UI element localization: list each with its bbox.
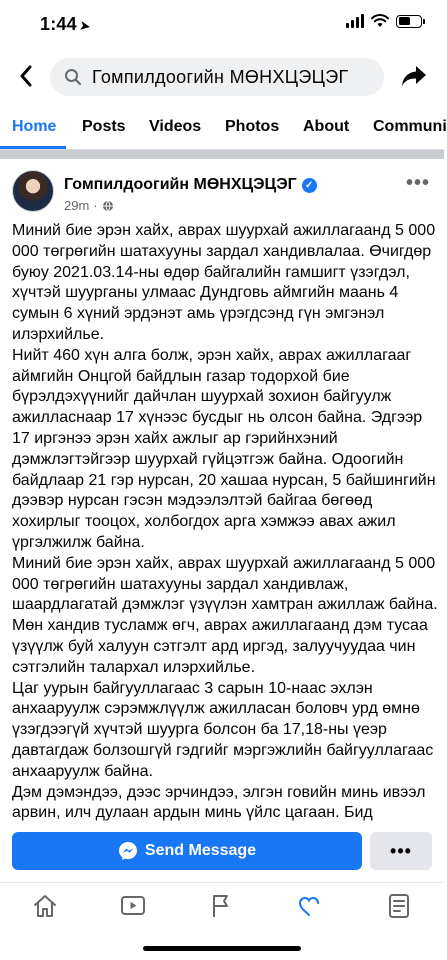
status-time-text: 1:44 [40,14,77,34]
messenger-icon [118,841,138,861]
nav-dating[interactable] [294,891,324,921]
page-top-bar [0,54,444,100]
post-text [12,221,438,822]
wifi-icon [371,14,389,28]
chevron-left-icon [19,65,33,87]
status-indicators [346,14,422,28]
tab-community[interactable]: Communi [373,118,447,135]
nav-menu[interactable] [384,891,414,921]
tab-about[interactable]: About [303,118,350,135]
back-button[interactable] [10,60,42,92]
avatar[interactable] [12,170,54,212]
location-arrow-icon: ➤ [78,18,92,34]
notifications-list-icon [387,893,411,919]
active-tab-indicator [0,146,66,149]
share-button[interactable] [398,60,430,92]
verified-badge-icon: ✓ [302,178,317,193]
nav-pages[interactable] [206,891,236,921]
send-message-label: Send Message [144,842,257,859]
post-time[interactable]: 29m [64,198,90,213]
battery-icon [396,15,422,28]
tab-videos[interactable]: Videos [149,118,202,135]
search-icon [64,68,82,86]
post-paragraph: Миний бие эрэн хайх, аврах шуурхай ажиллагаанд 5 000 000 төгрөгийн шатахууны зардал хандивлаж, шаардлагатай дэмжлэг үзүүлэн хамтран ажиллаж байна. Мөн хандив тусламж өгч, аврах ажиллагаанд дэм тусаа үзүүлж буй халуун сэтгэлт ард иргэд, залуучуудаа чин сэтгэлийн талархал илэрхийлье. [12,554,438,676]
tab-photos[interactable]: Photos [225,118,280,135]
post-header [0,168,444,220]
post-paragraph: Миний бие эрэн хайх, аврах шуурхай ажиллагаанд 5 000 000 төгрөгийн шатахууны зардал хандивлалаа. Өчигдөр буюу 2021.03.14-ны өдөр байгалийн гамшигт үзэгдэл, хүчтэй шуурганы улмаас Дундговь аймгийн маань 4 сумын 6 хүний эрдэнэт амь үрэгдсэнд гүн эмгэнэл илэрхийлье. [12,222,436,343]
tab-posts[interactable]: Posts [82,118,126,135]
bottom-action-area [0,822,444,960]
post-more-button[interactable]: ••• [405,172,430,194]
section-divider [0,150,444,159]
status-time [40,14,90,35]
post-author-name: Гомпилдоогийн МӨНХЦЭЦЭГ [64,176,297,193]
post-paragraph: Дэм дэмэндээ, дээс эрчиндээ, элгэн говийн минь ивээл арвин, илч дулаан ардын минь үйлс цагаан. Бид [12,783,426,822]
post-author[interactable] [64,176,317,194]
globe-icon [102,200,114,212]
home-indicator[interactable] [143,946,301,951]
nav-home[interactable] [30,891,60,921]
post-paragraph: Цаг уурын байгууллагаас 3 сарын 10-наас эхлэн анхааруулж сэрэмжлүүлж ажилласан боловч урд өмнө үзэгдээгүй хүчтэй шуурга болсон ба 17,18-ны үеэр давтагдаж болзошгүй гэдгийг мэргэжлийн байгууллагаас анхааруулж байна. [12,679,434,780]
dating-icon [296,893,322,919]
watch-video-icon [120,894,146,918]
status-bar [0,0,444,50]
page-more-button[interactable]: ••• [370,832,432,870]
nav-watch[interactable] [118,891,148,921]
share-arrow-icon [400,64,428,88]
post-meta [64,198,114,213]
send-message-button[interactable] [12,832,362,870]
search-query-text: Гомпилдоогийн МӨНХЦЭЦЭГ [92,66,349,87]
pages-flag-icon [210,893,232,919]
page-tabs [0,108,447,150]
home-icon [32,893,58,919]
post-paragraph: Нийт 460 хүн алга болж, эрэн хайх, аврах ажиллагааг аймгийн Онцгой байдлын газар тодорхой бие бүрэлдэхүүнийг дайчлан шуурхай зохион байгуулж ажилласнаар 17 хүнээс бусдыг нь олсон байна. Эдгээр 17 иргэнээ эрэн хайх ажлыг ар гэрийнхэний дэмжлэгтэйгээр шуурхай гүйцэтгэж байна. Одоогийн байдлаар 21 гэр нурсан, 20 хашаа нурсан, 5 байшингийн дээвэр нурсан гэсэн мэдээлэлтэй байгаа бөгөөд хохирлыг тооцох, холбогдох арга хэмжээ авах ажил үргэлжилж байна. [12,346,436,551]
bottom-nav [0,882,444,926]
search-input[interactable] [50,58,384,96]
tab-home[interactable]: Home [12,118,57,135]
cellular-signal-icon [346,14,364,28]
meta-separator: · [93,198,98,213]
